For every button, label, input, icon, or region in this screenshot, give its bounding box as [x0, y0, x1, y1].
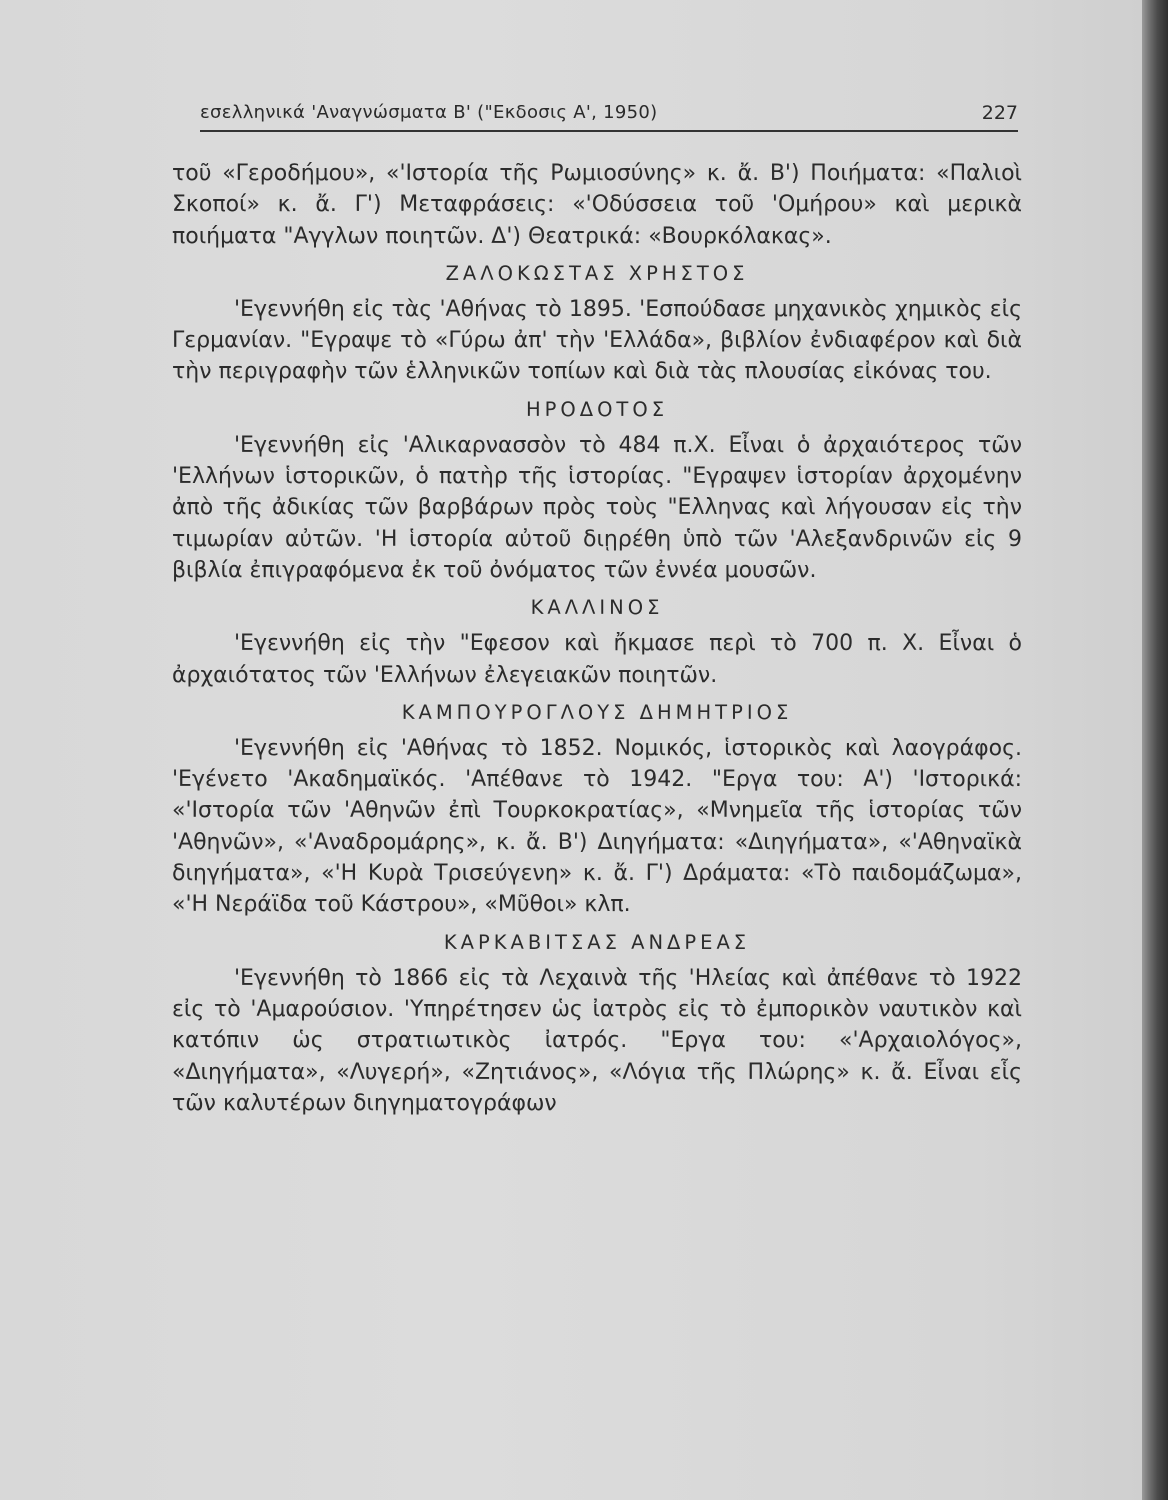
entry-heading-karkavitsas: ΚΑΡΚΑΒΙΤΣΑΣ ΑΝΔΡΕΑΣ: [443, 930, 751, 954]
entry-text-karkavitsas: 'Εγεννήθη τὸ 1866 εἰς τὰ Λεχαινὰ τῆς 'Ηλείας καὶ ἀπέθανε τὸ 1922 εἰς τὸ 'Αμαρούσιον. 'Υπηρέτησεν ὡς ἰατρὸς εἰς τὸ ἐμπορικὸν ναυτικὸν καὶ κατόπιν ὡς στρατιωτικὸς ἰατρός. "Εργα του: «'Αρχαιολόγος», «Διηγήματα», «Λυγερή», «Ζητιάνος», «Λόγια τῆς Πλώρης» κ. ἄ. Εἶναι εἷς τῶν καλυτέρων διηγηματογράφων: [172, 965, 1022, 1116]
running-header: [200, 100, 1018, 132]
book-edge-shadow: [1142, 0, 1168, 1500]
entry-heading-herodotos: ΗΡΟΔΟΤΟΣ: [525, 397, 669, 421]
intro-paragraph: τοῦ «Γεροδήμου», «'Ιστορία τῆς Ρωμιοσύνης» κ. ἄ. Β') Ποιήματα: «Παλιοὶ Σκοποί» κ. ἄ. Γ') Μεταφράσεις: «'Οδύσσεια τοῦ 'Ομήρου» καὶ μερικὰ ποιήματα "Αγγλων ποιητῶν. Δ') Θεατρικά: «Βουρκόλακας».: [172, 161, 1022, 249]
entry-text-kampouroglous: 'Εγεννήθη εἰς 'Αθήνας τὸ 1852. Νομικός, ἱστορικὸς καὶ λαογράφος. 'Εγένετο 'Ακαδημαϊκός. 'Απέθανε τὸ 1942. "Εργα του: Α') 'Ιστορικά: «'Ιστορία τῶν 'Αθηνῶν ἐπὶ Τουρκοκρατίας», «Μνημεῖα τῆς ἱστορίας τῶν 'Αθηνῶν», «'Αναδρομάρης», κ. ἄ. Β') Διηγήματα: «Διηγήματα», «'Αθηναϊκὰ διηγήματα», «'Η Κυρὰ Τρισεύγενη» κ. ἄ. Γ') Δράματα: «Τὸ παιδομάζωμα», «'Η Νεράϊδα τοῦ Κάστρου», «Μῦθοι» κλπ.: [172, 735, 1022, 918]
entry-heading-kallinos: ΚΑΛΛΙΝΟΣ: [530, 596, 664, 620]
page-number: 227: [981, 102, 1018, 124]
entry-text-kallinos: 'Εγεννήθη εἰς τὴν "Εφεσον καὶ ἤκμασε περὶ τὸ 700 π. Χ. Εἶναι ὁ ἀρχαιότατος τῶν 'Ελλήνων ἐλεγειακῶν ποιητῶν.: [172, 631, 1022, 688]
entry-text-herodotos: 'Εγεννήθη εἰς 'Αλικαρνασσὸν τὸ 484 π.Χ. Εἶναι ὁ ἀρχαιότερος τῶν 'Ελλήνων ἱστορικῶν, ὁ πατὴρ τῆς ἱστορίας. "Εγραψεν ἱστορίαν ἀρχομένην ἀπὸ τῆς ἀδικίας τῶν βαρβάρων πρὸς τοὺς "Ελληνας καὶ λήγουσαν εἰς τὴν τιμωρίαν αὐτῶν. 'Η ἱστορία αὐτοῦ διῃρέθη ὑπὸ τῶν 'Αλεξανδρινῶν εἰς 9 βιβλία ἐπιγραφόμενα ἐκ τοῦ ὀνόματος τῶν ἐννέα μουσῶν.: [172, 432, 1022, 583]
entry-heading-kampouroglous: ΚΑΜΠΟΥΡΟΓΛΟΥΣ ΔΗΜΗΤΡΙΟΣ: [401, 700, 793, 724]
entry-text-zalokostas: 'Εγεννήθη εἰς τὰς 'Αθήνας τὸ 1895. 'Εσπούδασε μηχανικὸς χημικὸς εἰς Γερμανίαν. "Εγραψε τὸ «Γύρω ἀπ' τὴν 'Ελλάδα», βιβλίον ἐνδιαφέρον καὶ διὰ τὴν περιγραφὴν τῶν ἑλληνικῶν τοπίων καὶ διὰ τὰς πλουσίας εἰκόνας του.: [172, 296, 1022, 385]
page-body: [172, 158, 1022, 1119]
header-title: εσελληνικά 'Αναγνώσματα Β' ("Εκδοσις Α', 1950): [200, 102, 658, 123]
entry-heading-zalokostas: ΖΑΛΟΚΩΣΤΑΣ ΧΡΗΣΤΟΣ: [445, 261, 749, 285]
